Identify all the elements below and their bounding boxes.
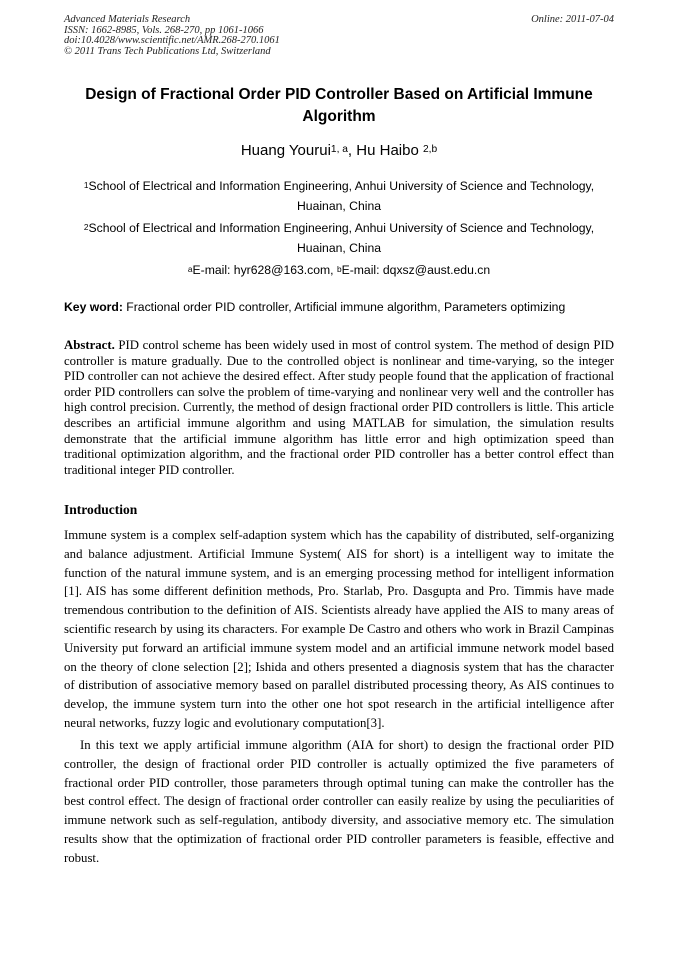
- body-paragraph: In this text we apply artificial immune algorithm (AIA for short) to design the fractional order PID controller, the design of fractional order PID controller is actually optimized the five parameters of fractional order PID controller, those parameters through optimal tuning can make the controller has the best control effect. The design of fractional order controller can easily realize by using the peculiarities of immune network such as self-regulation, antibody diversity, and associative memory etc. The simulation results show that the optimization of fractional order PID controller parameters is feasible, effective and robust.: [64, 738, 614, 865]
- online-date: Online: 2011-07-04: [531, 14, 614, 25]
- affiliation-number: 2: [83, 221, 89, 232]
- affiliation-text: School of Electrical and Information Engineering, Anhui University of Science and Technology, Huainan, China: [88, 179, 595, 213]
- journal-doi: doi:10.4028/www.scientific.net/AMR.268-270.1061: [64, 35, 280, 46]
- keywords: [64, 298, 624, 316]
- email-text: E-mail: hyr628@163.com,: [192, 263, 337, 277]
- author-list: [64, 141, 614, 161]
- email-superscript: a: [187, 263, 193, 274]
- journal-issn: ISSN: 1662-8985, Vols. 268-270, pp 1061-1066: [64, 24, 264, 36]
- keywords-text: Fractional order PID controller, Artificial immune algorithm, Parameters optimizing: [122, 300, 566, 314]
- abstract-text: PID control scheme has been widely used in most of control system. The method of design PID controller is mature gradually. Due to the controlled object is nonlinear and time-varying, so the integer PID controller can not achieve the desired effect. After study people found that the application of fractional order PID controllers can solve the problem of time-varying and nonlinear very well and the controller has high control precision. Currently, the method of design fractional order PID controllers is little. This article describes an artificial immune algorithm and using MATLAB for simulation, the simulation results demonstrate that the artificial immune algorithm has little error and high optimization speed than traditional optimization algorithm, and the fractional order PID controller has a better control effect than traditional integer PID controller.: [64, 338, 614, 477]
- body-paragraph: Immune system is a complex self-adaption system which has the capability of distributed, self-organizing and balance adjustment. Artificial Immune System( AIS for short) is a intelligent way to imitate the function of the natural immune system, and is an emerging processing method for intelligent information [1]. AIS has some different definition methods, Pro. Starlab, Pro. Dasgupta and Pro. Timmis have made tremendous contribution to the definition of AIS. Scientists already have applied the AIS to many areas of scientific research by using its characters. For example De Castro and others who work in Brazil Campinas University put forward an artificial immune system model and an artificial immune network model based on the theory of clone selection [2]; Ishida and others presented a diagnosis system that has the character of distribution of associative memory based on parallel distributed processing theory, As AIS continues to develop, the immune system turn into the other one hot spot research in the artificial intelligence after neural networks, fuzzy logic and evolutionary computation[3].: [64, 528, 614, 730]
- email-superscript: b: [336, 263, 342, 274]
- author-name: Hu Haibo: [356, 142, 419, 159]
- journal-name: Advanced Materials Research: [64, 14, 191, 25]
- affiliation-number: 1: [83, 179, 89, 190]
- author-separator: ,: [347, 142, 357, 159]
- affiliation: [64, 176, 614, 216]
- affiliation-text: School of Electrical and Information Engineering, Anhui University of Science and Technology, Huainan, China: [88, 221, 595, 255]
- abstract-label: Abstract.: [64, 338, 115, 352]
- section-heading: Introduction: [64, 502, 138, 517]
- journal-header: [64, 15, 280, 57]
- paper-title: Design of Fractional Order PID Controller Based on Artificial Immune Algorithm: [85, 86, 593, 125]
- email-line: [64, 260, 614, 280]
- author-superscript: 1, a: [330, 144, 348, 156]
- email-text: E-mail: dqxsz@aust.edu.cn: [341, 263, 491, 277]
- author-superscript: 2,b: [422, 144, 438, 156]
- journal-copyright: © 2011 Trans Tech Publications Ltd, Switzerland: [64, 45, 271, 57]
- author-name: Huang Yourui: [240, 142, 331, 159]
- abstract: [64, 338, 614, 478]
- keywords-label: Key word:: [64, 300, 123, 314]
- affiliation: [64, 218, 614, 258]
